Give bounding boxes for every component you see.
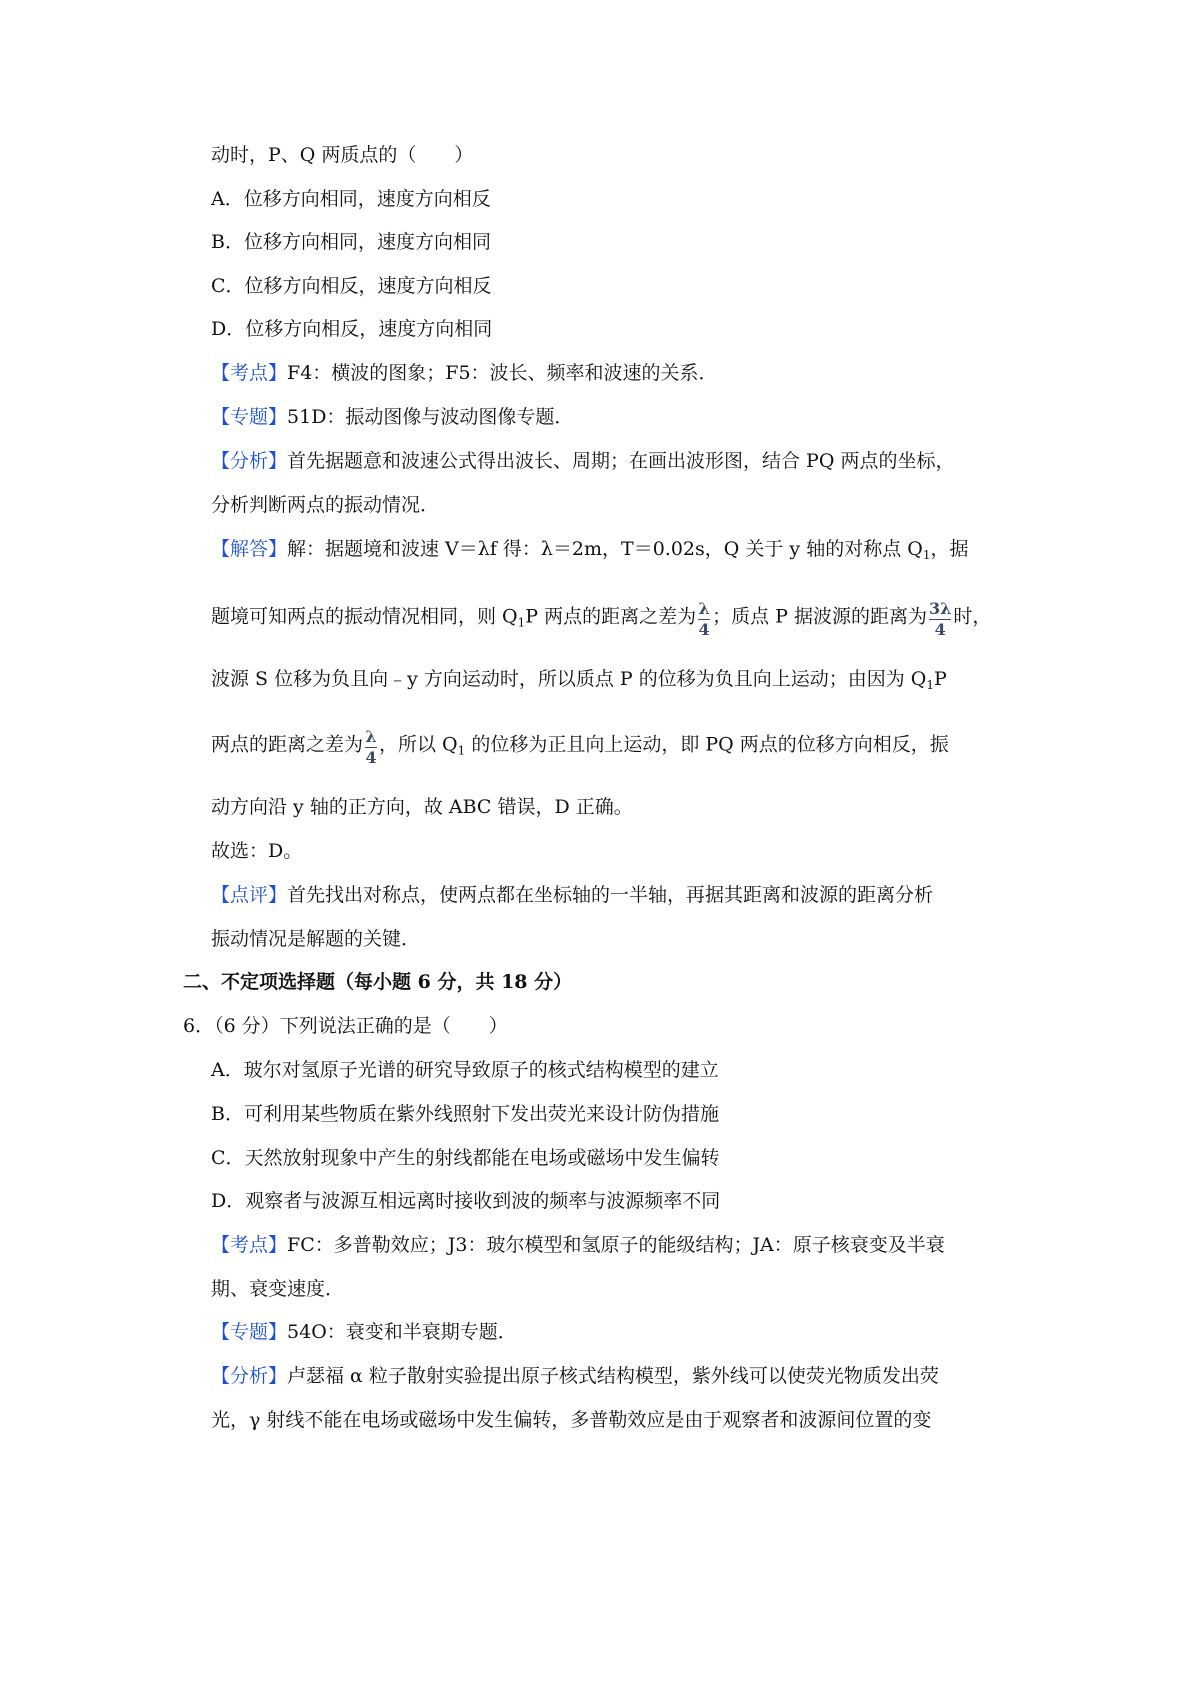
jieda-text: ，所以 Q bbox=[379, 733, 458, 756]
fenxi-tag: 【分析】 bbox=[211, 1365, 288, 1387]
q5-option-a: A．位移方向相同，速度方向相反 bbox=[211, 188, 491, 210]
q6-stem: 6．（6 分）下列说法正确的是（ ） bbox=[183, 1015, 508, 1037]
q6-option-c: C．天然放射现象中产生的射线都能在电场或磁场中发生偏转 bbox=[211, 1147, 720, 1169]
kaodian-text: F4：横波的图象；F5：波长、频率和波速的关系． bbox=[287, 362, 718, 384]
q5-jieda-line5: 动方向沿 y 轴的正方向，故 ABC 错误，D 正确。 bbox=[211, 796, 633, 818]
q5-zhuanti bbox=[211, 406, 573, 429]
q5-fenxi-line2: 分析判断两点的振动情况． bbox=[211, 494, 440, 516]
q6-kaodian-line1 bbox=[211, 1234, 945, 1257]
jieda-text: ；质点 P 据波源的距离为 bbox=[712, 605, 927, 628]
subscript: 1 bbox=[517, 615, 526, 630]
jieda-text: 的位移为正且向上运动，即 PQ 两点的位移方向相反，振 bbox=[465, 733, 949, 756]
fraction-denominator: 4 bbox=[365, 748, 377, 767]
fraction-denominator: 4 bbox=[698, 620, 710, 639]
q6-zhuanti bbox=[211, 1321, 517, 1344]
q5-option-d: D．位移方向相反，速度方向相同 bbox=[211, 318, 493, 340]
q5-dianping-line1 bbox=[211, 884, 933, 907]
jieda-text: 两点的距离之差为 bbox=[211, 733, 364, 756]
q5-jieda-line3 bbox=[211, 668, 947, 691]
fenxi-text: 卢瑟福 α 粒子散射实验提出原子核式结构模型，紫外线可以使荧光物质发出荧 bbox=[287, 1365, 939, 1387]
q5-jieda-line2 bbox=[211, 599, 992, 639]
q6-option-a: A．玻尔对氢原子光谱的研究导致原子的核式结构模型的建立 bbox=[211, 1059, 719, 1081]
zhuanti-text: 51D：振动图像与波动图像专题． bbox=[287, 406, 574, 428]
zhuanti-tag: 【专题】 bbox=[211, 1321, 288, 1343]
jieda-text: 解：据题境和波速 V＝λf 得：λ＝2m，T＝0.02s，Q 关于 y 轴的对称点 Q bbox=[287, 538, 923, 560]
fraction-lambda-over-4 bbox=[698, 601, 710, 638]
jieda-text: 波源 S 位移为负且向﹣y 方向运动时，所以质点 P 的位移为负且向上运动；由因为 Q bbox=[211, 668, 927, 690]
fraction-numerator: λ bbox=[698, 599, 710, 618]
q5-option-c: C．位移方向相反，速度方向相反 bbox=[211, 275, 492, 297]
q5-jieda-line1 bbox=[211, 538, 968, 561]
jieda-text: P 两点的距离之差为 bbox=[525, 605, 697, 628]
kaodian-tag: 【考点】 bbox=[211, 1234, 288, 1256]
q5-fenxi-line1 bbox=[211, 450, 954, 473]
kaodian-text: FC：多普勒效应；J3：玻尔模型和氢原子的能级结构；JA：原子核衰变及半衰 bbox=[287, 1234, 945, 1256]
q5-answer: 故选：D。 bbox=[211, 840, 303, 862]
fraction-3lambda-over-4 bbox=[929, 601, 951, 638]
q6-fenxi-line2: 光，γ 射线不能在电场或磁场中发生偏转，多普勒效应是由于观察者和波源间位置的变 bbox=[211, 1409, 932, 1431]
q6-kaodian-line2: 期、衰变速度． bbox=[211, 1278, 345, 1300]
subscript: 1 bbox=[922, 548, 931, 562]
q5-option-b: B．位移方向相同，速度方向相同 bbox=[211, 231, 491, 253]
jieda-text: 时， bbox=[953, 605, 992, 628]
fraction-lambda-over-4 bbox=[365, 729, 377, 766]
zhuanti-tag: 【专题】 bbox=[211, 406, 288, 428]
q5-dianping-line2: 振动情况是解题的关键． bbox=[211, 928, 421, 950]
jieda-text: 题境可知两点的振动情况相同，则 Q bbox=[211, 605, 518, 628]
q6-option-b: B．可利用某些物质在紫外线照射下发出荧光来设计防伪措施 bbox=[211, 1103, 719, 1125]
jieda-tag: 【解答】 bbox=[211, 538, 288, 560]
q5-stem-tail: 动时，P、Q 两质点的（ ） bbox=[211, 144, 474, 166]
kaodian-tag: 【考点】 bbox=[211, 362, 288, 384]
zhuanti-text: 54O：衰变和半衰期专题． bbox=[287, 1321, 517, 1343]
jieda-text: P bbox=[934, 668, 947, 690]
q5-kaodian bbox=[211, 362, 718, 385]
dianping-text: 首先找出对称点，使两点都在坐标轴的一半轴，再据其距离和波源的距离分析 bbox=[287, 884, 934, 906]
dianping-tag: 【点评】 bbox=[211, 884, 288, 906]
jieda-text: ，据 bbox=[930, 538, 969, 560]
q6-fenxi-line1 bbox=[211, 1365, 939, 1388]
subscript: 1 bbox=[926, 678, 934, 692]
fraction-numerator: 3λ bbox=[928, 599, 952, 618]
fenxi-tag: 【分析】 bbox=[211, 450, 288, 472]
q5-jieda-line4 bbox=[211, 727, 949, 767]
fraction-denominator: 4 bbox=[934, 620, 946, 639]
section-heading: 二、不定项选择题（每小题 6 分，共 18 分） bbox=[183, 971, 573, 993]
fraction-numerator: λ bbox=[365, 727, 377, 746]
q6-option-d: D．观察者与波源互相远离时接收到波的频率与波源频率不同 bbox=[211, 1190, 721, 1212]
fenxi-text: 首先据题意和波速公式得出波长、周期；在画出波形图，结合 PQ 两点的坐标， bbox=[287, 450, 955, 472]
subscript: 1 bbox=[457, 743, 466, 758]
